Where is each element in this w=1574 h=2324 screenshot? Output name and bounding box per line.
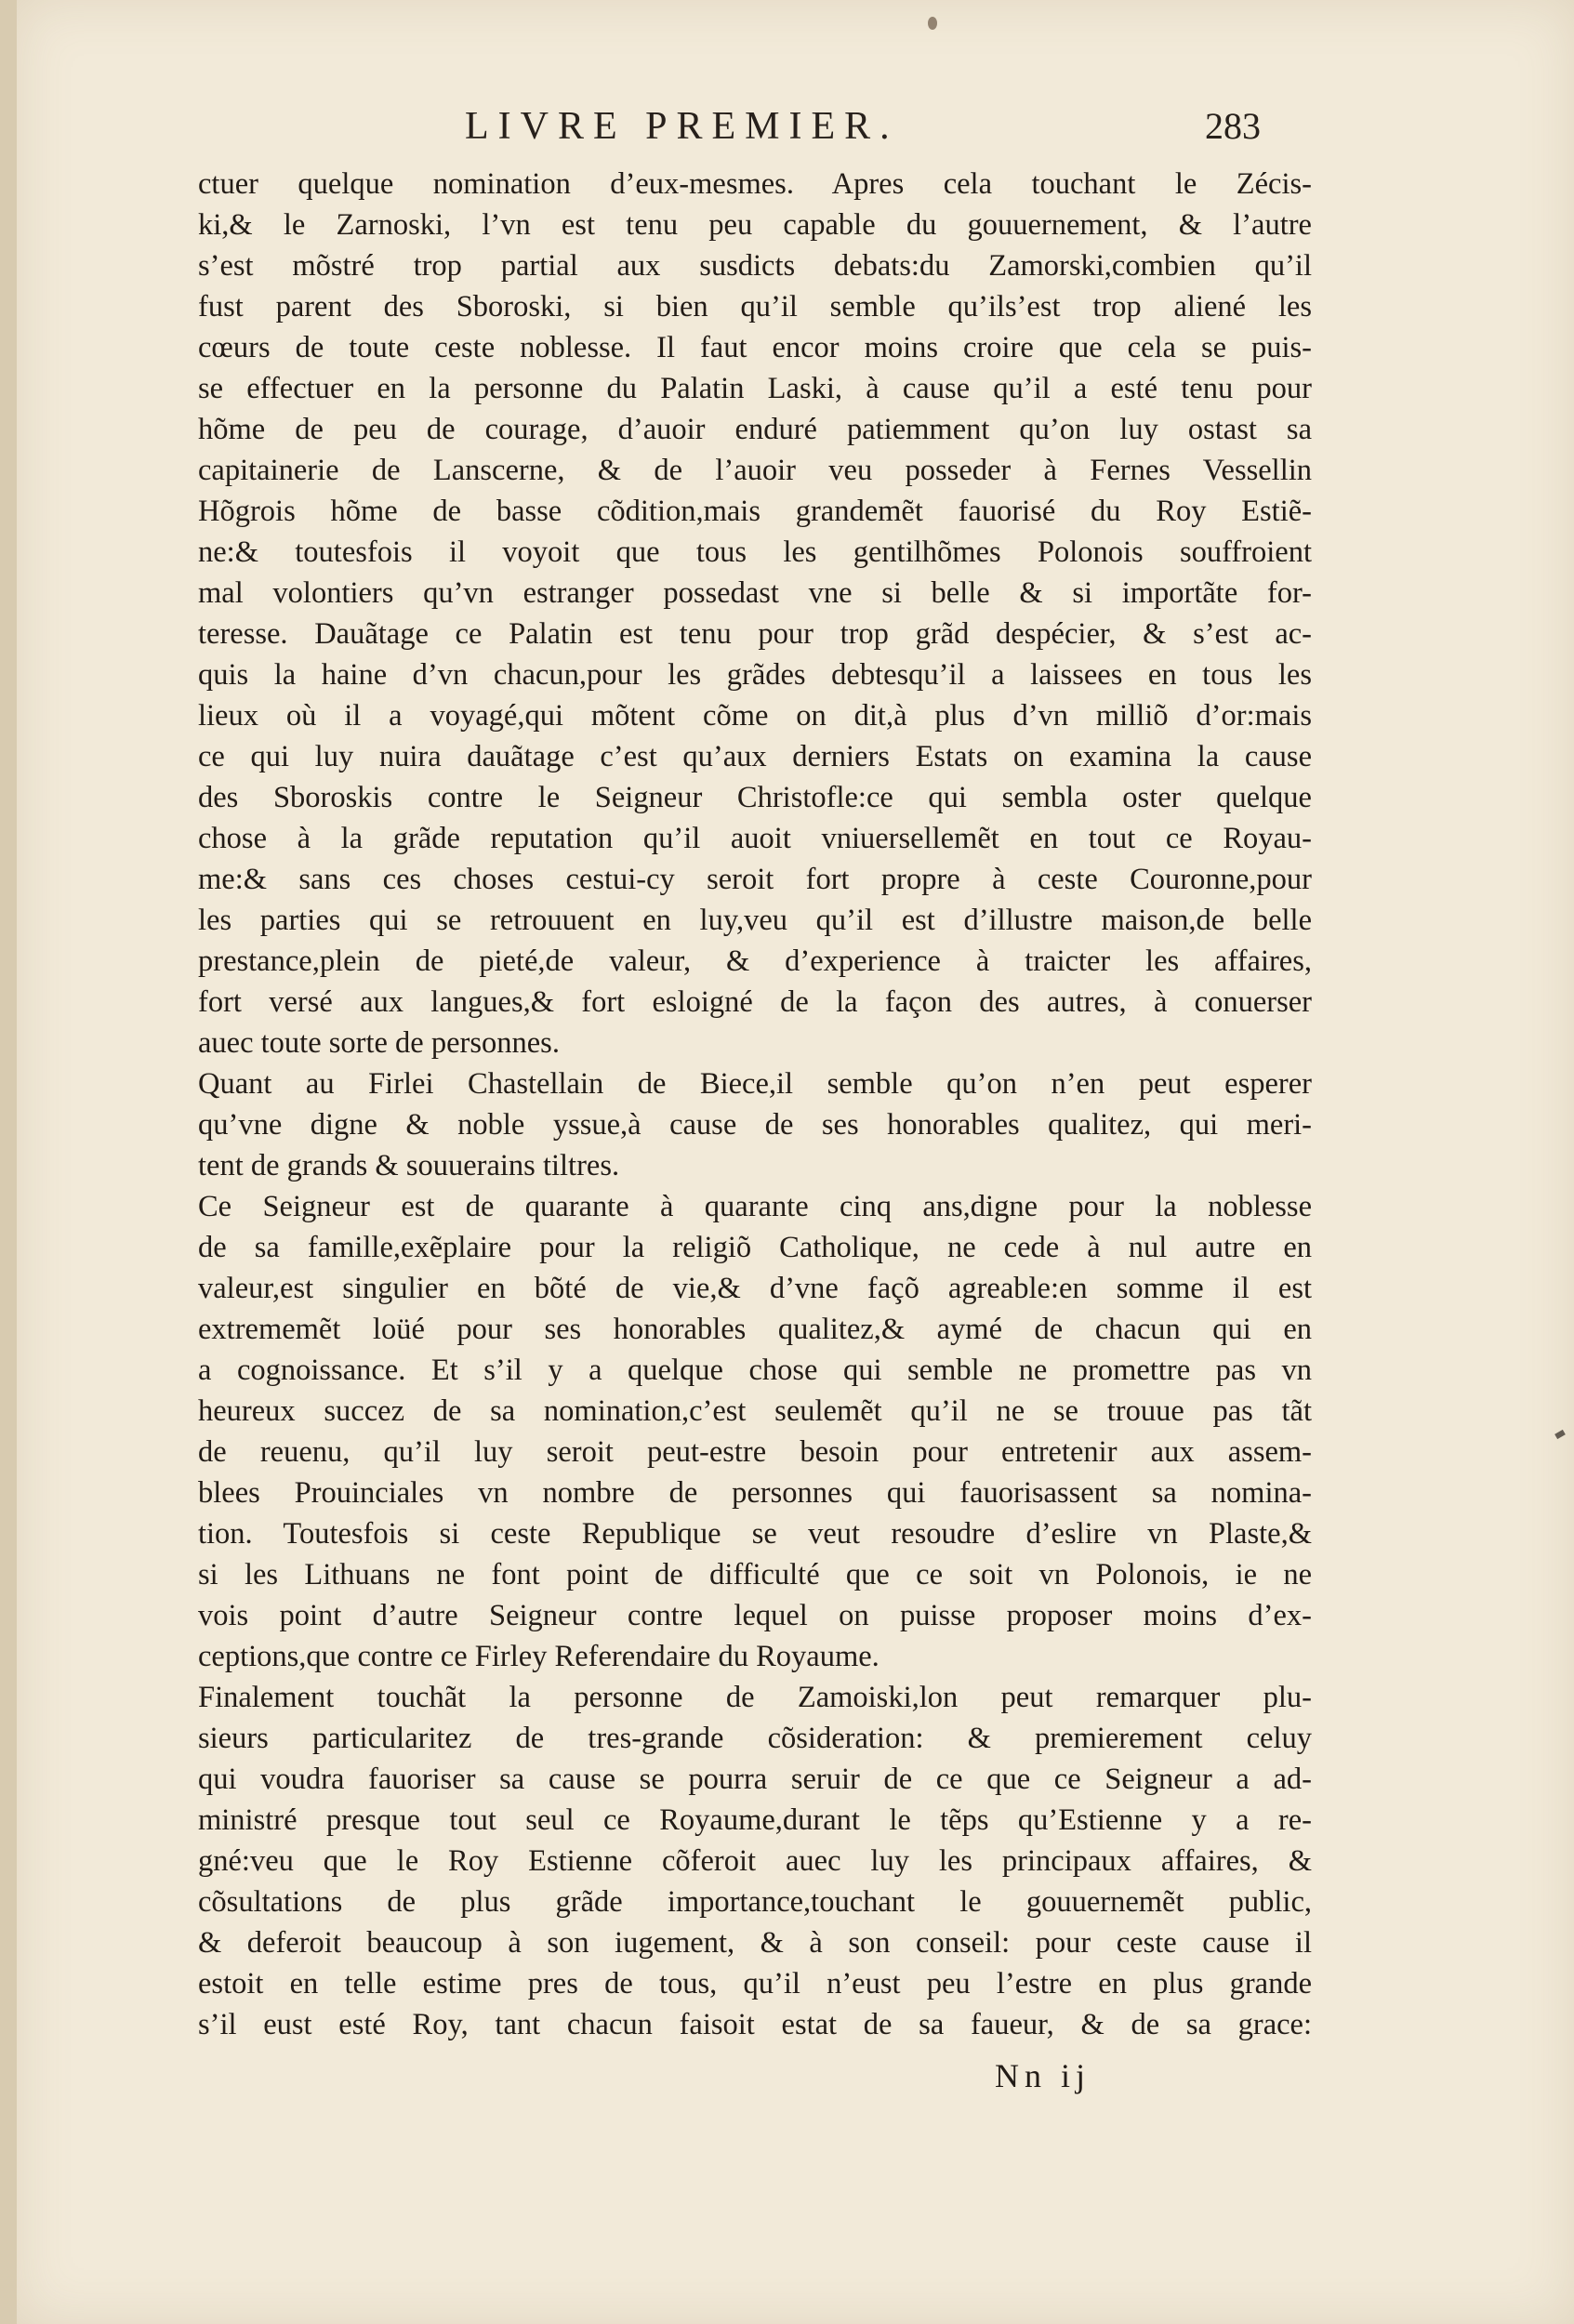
text-line: des Sboroskis contre le Seigneur Christofle:ce qui sembla oster quelque (198, 781, 1312, 814)
text-line: s’il eust esté Roy, tant chacun faisoit estat de sa faueur, & de sa grace: (198, 2008, 1312, 2041)
text-line: ceptions,que contre ce Firley Referendaire du Royaume. (198, 1640, 880, 1673)
text-line: tent de grands & souuerains tiltres. (198, 1149, 620, 1182)
text-line: cõsultations de plus grãde importance,touchant le gouuernemẽt public, (198, 1885, 1312, 1919)
text-line: hõme de peu de courage, d’auoir enduré patiemment qu’on luy ostast sa (198, 413, 1312, 446)
text-line: ministré presque tout seul ce Royaume,durant le tẽps qu’Estienne y a re- (198, 1803, 1312, 1837)
text-line: se effectuer en la personne du Palatin Laski, à cause qu’il a esté tenu pour (198, 372, 1312, 405)
text-line: Ce Seigneur est de quarante à quarante cinq ans,digne pour la noblesse (198, 1190, 1312, 1223)
text-line: extrememẽt loüé pour ses honorables qualitez,& aymé de chacun qui en (198, 1313, 1312, 1346)
text-line: ne:& toutesfois il voyoit que tous les gentilhõmes Polonois souffroient (198, 535, 1312, 569)
text-line: prestance,plein de pieté,de valeur, & d’experience à traicter les affaires, (198, 944, 1312, 978)
text-line: fust parent des Sboroski, si bien qu’il semble qu’ils’est trop aliené les (198, 290, 1312, 324)
signature-mark: Nn ij (995, 2057, 1091, 2094)
text-line: a cognoissance. Et s’il y a quelque chose qui semble ne promettre pas vn (198, 1353, 1312, 1387)
text-line: cœurs de toute ceste noblesse. Il faut encor moins croire que cela se puis- (198, 331, 1312, 364)
body-text (198, 164, 1312, 2045)
text-line: qui voudra fauoriser sa cause se pourra seruir de ce que ce Seigneur a ad- (198, 1763, 1312, 1796)
text-line: valeur,est singulier en bõté de vie,& d’vne façõ agreable:en somme il est (198, 1272, 1312, 1305)
text-line: lieux où il a voyagé,qui mõtent cõme on dit,à plus d’vn milliõ d’or:mais (198, 699, 1312, 733)
text-line: chose à la grãde reputation qu’il auoit vniuersellemẽt en tout ce Royau- (198, 822, 1312, 855)
text-line: de reuenu, qu’il luy seroit peut-estre besoin pour entretenir aux assem- (198, 1435, 1312, 1469)
text-line: capitainerie de Lanscerne, & de l’auoir veu posseder à Fernes Vessellin (198, 454, 1312, 487)
margin-mark (1554, 1430, 1566, 1439)
text-line: de sa famille,exẽplaire pour la religiõ Catholique, ne cede à nul autre en (198, 1231, 1312, 1264)
text-line: auec toute sorte de personnes. (198, 1026, 560, 1060)
text-line: si les Lithuans ne font point de difficulté que ce soit vn Polonois, ie ne (198, 1558, 1312, 1591)
text-line: estoit en telle estime pres de tous, qu’il n’eust peu l’estre en plus grande (198, 1967, 1312, 2000)
text-line: Finalement touchãt la personne de Zamoiski,lon peut remarquer plu- (198, 1681, 1312, 1714)
text-line: ce qui luy nuira dauãtage c’est qu’aux derniers Estats on examina la cause (198, 740, 1312, 773)
text-line: gné:veu que le Roy Estienne cõferoit auec luy les principaux affaires, & (198, 1844, 1312, 1878)
text-line: vois point d’autre Seigneur contre lequel on puisse proposer moins d’ex- (198, 1599, 1312, 1632)
text-line: heureux succez de sa nomination,c’est seulemẽt qu’il ne se trouue pas tãt (198, 1394, 1312, 1428)
text-line: fort versé aux langues,& fort esloigné de la façon des autres, à conuerser (198, 985, 1312, 1019)
page-number: 283 (1205, 105, 1261, 147)
page-edge (0, 0, 17, 2324)
text-line: s’est mõstré trop partial aux susdicts debats:du Zamorski,combien qu’il (198, 249, 1312, 283)
text-line: tion. Toutesfois si ceste Republique se veut resoudre d’eslire vn Plaste,& (198, 1517, 1312, 1551)
text-line: qu’vne digne & noble yssue,à cause de ses honorables qualitez, qui meri- (198, 1108, 1312, 1142)
text-line: & deferoit beaucoup à son iugement, & à son conseil: pour ceste cause il (198, 1926, 1312, 1960)
text-line: teresse. Dauãtage ce Palatin est tenu pour trop grãd despécier, & s’est ac- (198, 617, 1312, 651)
text-line: sieurs particularitez de tres-grande cõsideration: & premierement celuy (198, 1722, 1312, 1755)
text-line: blees Prouinciales vn nombre de personnes qui fauorisassent sa nomina- (198, 1476, 1312, 1510)
text-line: Quant au Firlei Chastellain de Biece,il semble qu’on n’en peut esperer (198, 1067, 1312, 1101)
ink-smudge (928, 17, 937, 30)
text-line: les parties qui se retrouuent en luy,veu qu’il est d’illustre maison,de belle (198, 904, 1312, 937)
text-line: mal volontiers qu’vn estranger possedast vne si belle & si importãte for- (198, 576, 1312, 610)
running-head: LIVRE PREMIER. (465, 105, 899, 148)
text-line: ctuer quelque nomination d’eux-mesmes. Apres cela touchant le Zécis- (198, 167, 1312, 201)
text-line: me:& sans ces choses cestui-cy seroit fort propre à ceste Couronne,pour (198, 863, 1312, 896)
text-line: quis la haine d’vn chacun,pour les grãdes debtesqu’il a laissees en tous les (198, 658, 1312, 692)
text-line: ki,& le Zarnoski, l’vn est tenu peu capable du gouuernement, & l’autre (198, 208, 1312, 242)
text-line: Hõgrois hõme de basse cõdition,mais grandemẽt fauorisé du Roy Estiẽ- (198, 495, 1312, 528)
